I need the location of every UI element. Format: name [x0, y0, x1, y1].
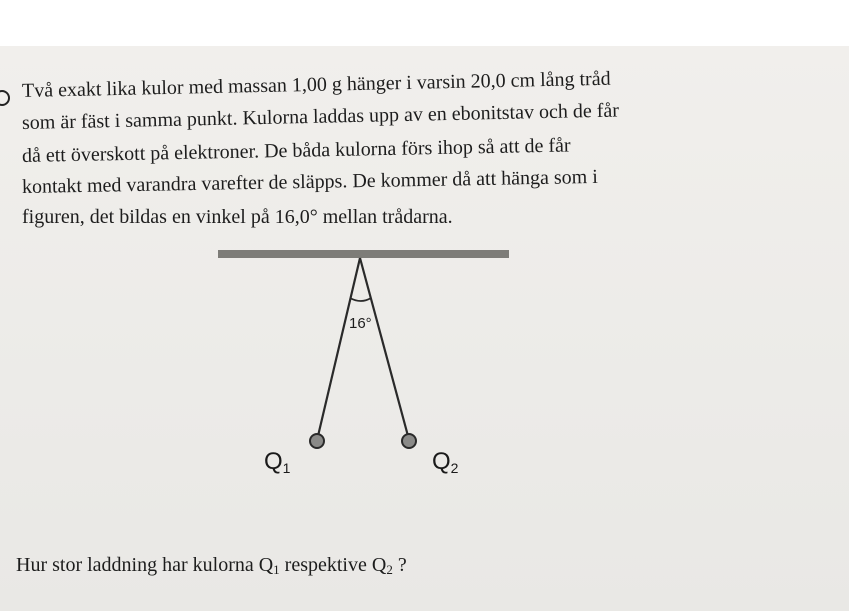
ball-q1 — [310, 434, 324, 448]
question-q1-index: 1 — [273, 562, 280, 577]
problem-line-5: figuren, det bildas en vinkel på 16,0° mellan trådarna. — [22, 206, 453, 228]
right-thread — [360, 258, 408, 436]
problem-line-1: Två exakt lika kulor med massan 1,00 g hänger i varsin 20,0 cm lång tråd — [21, 67, 611, 102]
q1-letter: Q — [264, 448, 283, 475]
angle-label: 16° — [349, 315, 372, 332]
angle-arc — [350, 298, 371, 301]
question-suffix: ? — [392, 554, 407, 576]
problem-line-4: kontakt med varandra varefter de släpps. De kommer då att hänga som i — [21, 165, 599, 198]
charge-label-q1 — [264, 448, 290, 476]
problem-line-3: då ett överskott på elektroner. De båda kulorna förs ihop så att de får — [21, 134, 571, 167]
question-middle: respektive Q — [279, 554, 387, 576]
q1-index: 1 — [282, 460, 291, 476]
q2-index: 2 — [450, 460, 459, 476]
question-prefix: Hur stor laddning har kulorna Q — [16, 554, 274, 576]
ball-q2 — [402, 434, 416, 448]
q2-letter: Q — [432, 448, 451, 475]
left-thread — [318, 258, 360, 436]
question-q2-index: 2 — [386, 562, 393, 577]
charge-label-q2 — [432, 448, 458, 476]
ceiling-bar — [218, 250, 509, 258]
problem-line-2: som är fäst i samma punkt. Kulorna laddas upp av en ebonitstav och de får — [21, 99, 620, 134]
question-text — [16, 554, 407, 578]
